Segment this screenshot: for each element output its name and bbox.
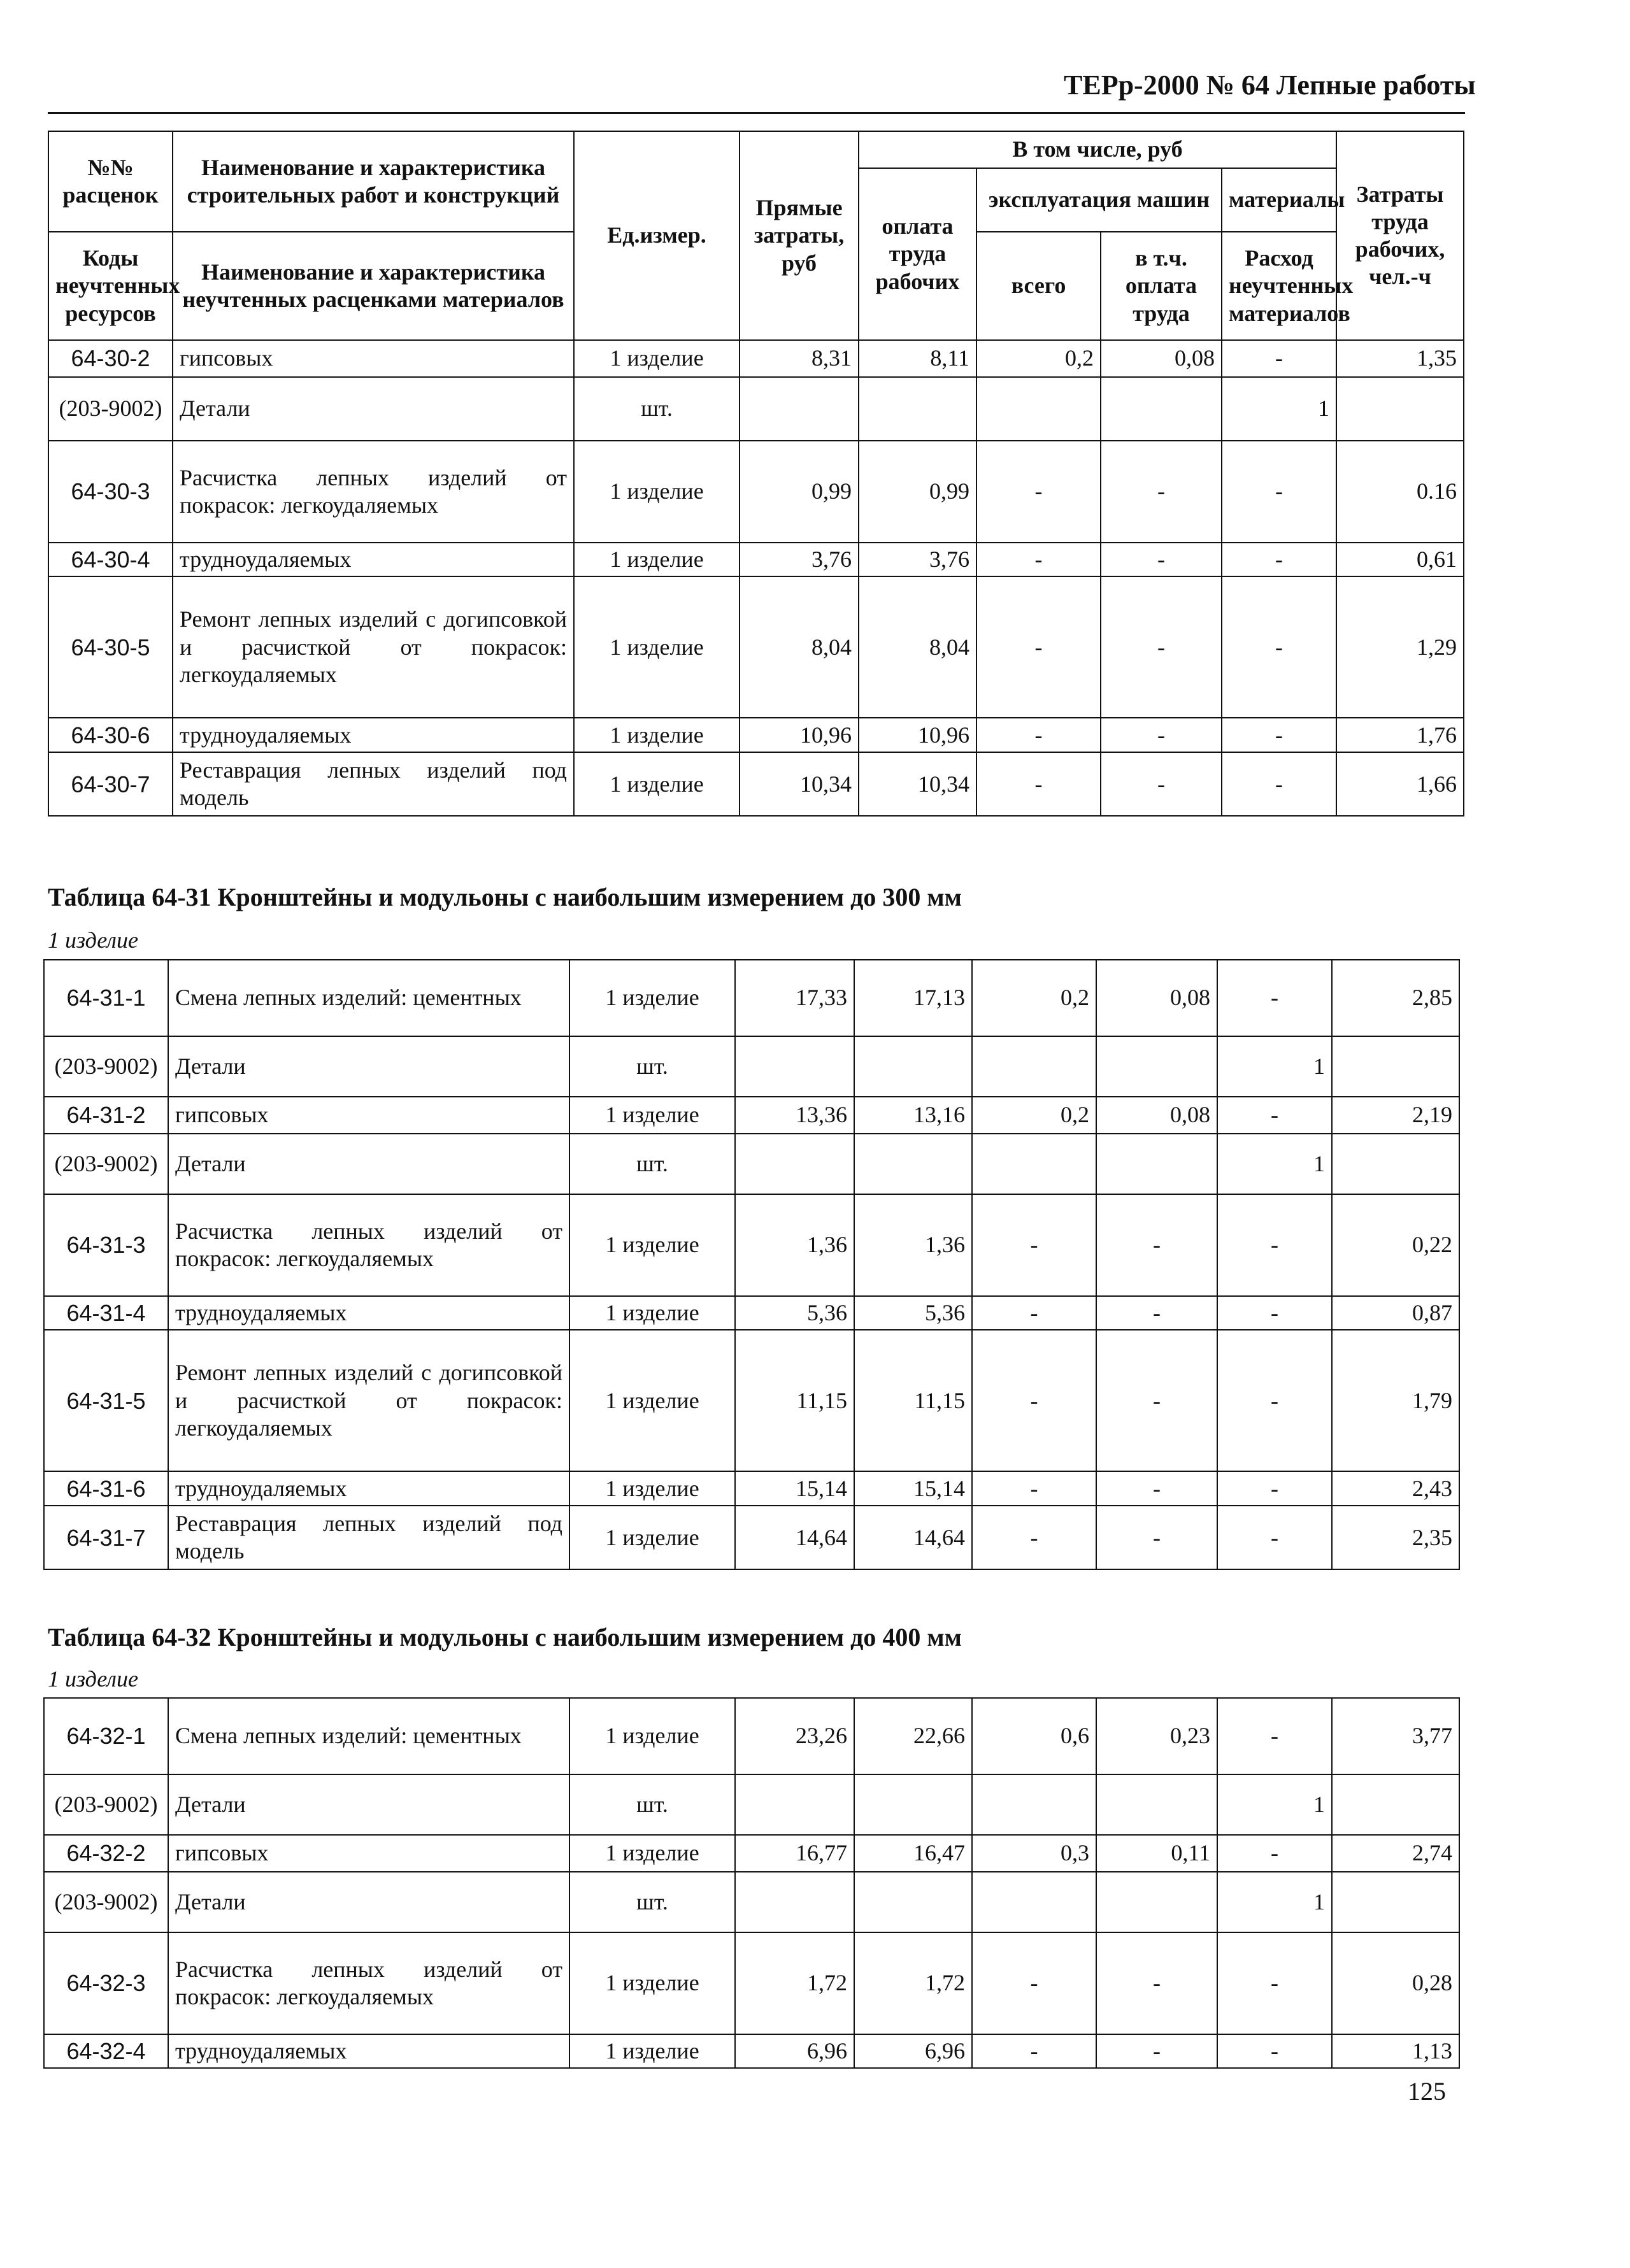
col-header-machines: эксплуатация машин [976,168,1222,232]
col-header-labor-pay: оплата труда рабочих [859,168,976,340]
table-row: 64-31-2 гипсовых 1 изделие 13,36 13,16 0,2 0,08 - 2,19 [44,1097,1459,1134]
col-header-name: Наименование и характеристика строительных работ и конструкций [173,131,574,232]
page-number: 125 [1408,2077,1446,2106]
running-header: ТЕРр-2000 № 64 Лепные работы [1064,69,1476,101]
table-row: 64-32-3 Расчистка лепных изделий от покрасок: легкоудаляемых 1 изделие 1,72 1,72 - - - 0,28 [44,1932,1459,2034]
table-64-32-caption: Таблица 64-32 Кронштейны и модульоны с наибольшим измерением до 400 мм [48,1623,962,1651]
col-header-unit: Ед.измер. [574,131,740,340]
col-header-codes: Коды неучтенных ресурсов [48,232,173,340]
table-row: 64-31-7 Реставрация лепных изделий под модель 1 изделие 14,64 14,64 - - - 2,35 [44,1506,1459,1569]
table-row: 64-30-5 Ремонт лепных изделий с догипсовкой и расчисткой от покрасок: легкоудаляемых 1 изделие 8,04 8,04 - - - 1,29 [48,576,1464,718]
col-header-num: №№ расценок [48,131,173,232]
table-row: 64-31-6 трудноудаляемых 1 изделие 15,14 15,14 - - - 2,43 [44,1471,1459,1506]
table-row: (203-9002) Детали шт. 1 [44,1134,1459,1194]
col-header-materials: материалы [1222,168,1336,232]
table-64-31-caption: Таблица 64-31 Кронштейны и модульоны с наибольшим измерением до 300 мм [48,883,962,911]
col-header-labor: Затраты труда рабочих, чел.-ч [1336,131,1464,340]
col-header-incl-labor: в т.ч. оплата труда [1101,232,1222,340]
col-header-total: всего [976,232,1101,340]
table-row: 64-30-3 Расчистка лепных изделий от покрасок: легкоудаляемых 1 изделие 0,99 0,99 - - - 0.16 [48,441,1464,543]
table-row: 64-31-1 Смена лепных изделий: цементных 1 изделие 17,33 17,13 0,2 0,08 - 2,85 [44,960,1459,1036]
col-header-consumption: Расход неучтенных материалов [1222,232,1336,340]
table-row: (203-9002) Детали шт. 1 [44,1872,1459,1932]
table-64-32 [43,1697,1460,2069]
table-row: 64-32-4 трудноудаляемых 1 изделие 6,96 6,96 - - - 1,13 [44,2034,1459,2068]
table-row: 64-31-3 Расчистка лепных изделий от покрасок: легкоудаляемых 1 изделие 1,36 1,36 - - - 0,22 [44,1194,1459,1296]
table-row: (203-9002) Детали шт. 1 [48,377,1464,441]
table-row: 64-30-6 трудноудаляемых 1 изделие 10,96 10,96 - - - 1,76 [48,718,1464,752]
table-row: 64-31-5 Ремонт лепных изделий с догипсовкой и расчисткой от покрасок: легкоудаляемых 1 изделие 11,15 11,15 - - - 1,79 [44,1330,1459,1471]
table-64-32-unit: 1 изделие [48,1666,138,1692]
table-row: 64-31-4 трудноудаляемых 1 изделие 5,36 5,36 - - - 0,87 [44,1296,1459,1330]
table-row: 64-32-1 Смена лепных изделий: цементных 1 изделие 23,26 22,66 0,6 0,23 - 3,77 [44,1698,1459,1774]
table-row: (203-9002) Детали шт. 1 [44,1036,1459,1097]
table-row: 64-30-4 трудноудаляемых 1 изделие 3,76 3,76 - - - 0,61 [48,543,1464,576]
table-row: 64-32-2 гипсовых 1 изделие 16,77 16,47 0,3 0,11 - 2,74 [44,1835,1459,1872]
table-row: 64-30-2 гипсовых 1 изделие 8,31 8,11 0,2 0,08 - 1,35 [48,340,1464,377]
table-row: (203-9002) Детали шт. 1 [44,1774,1459,1835]
col-header-mat-name: Наименование и характеристика неучтенных расценками материалов [173,232,574,340]
header-rule [48,112,1465,114]
col-header-direct: Прямые затраты, руб [740,131,859,340]
table-row: 64-30-7 Реставрация лепных изделий под модель 1 изделие 10,34 10,34 - - - 1,66 [48,752,1464,816]
table-64-31 [43,959,1460,1570]
table-64-31-unit: 1 изделие [48,927,138,953]
table-64-30 [48,131,1464,817]
col-header-incl: В том числе, руб [859,131,1336,168]
